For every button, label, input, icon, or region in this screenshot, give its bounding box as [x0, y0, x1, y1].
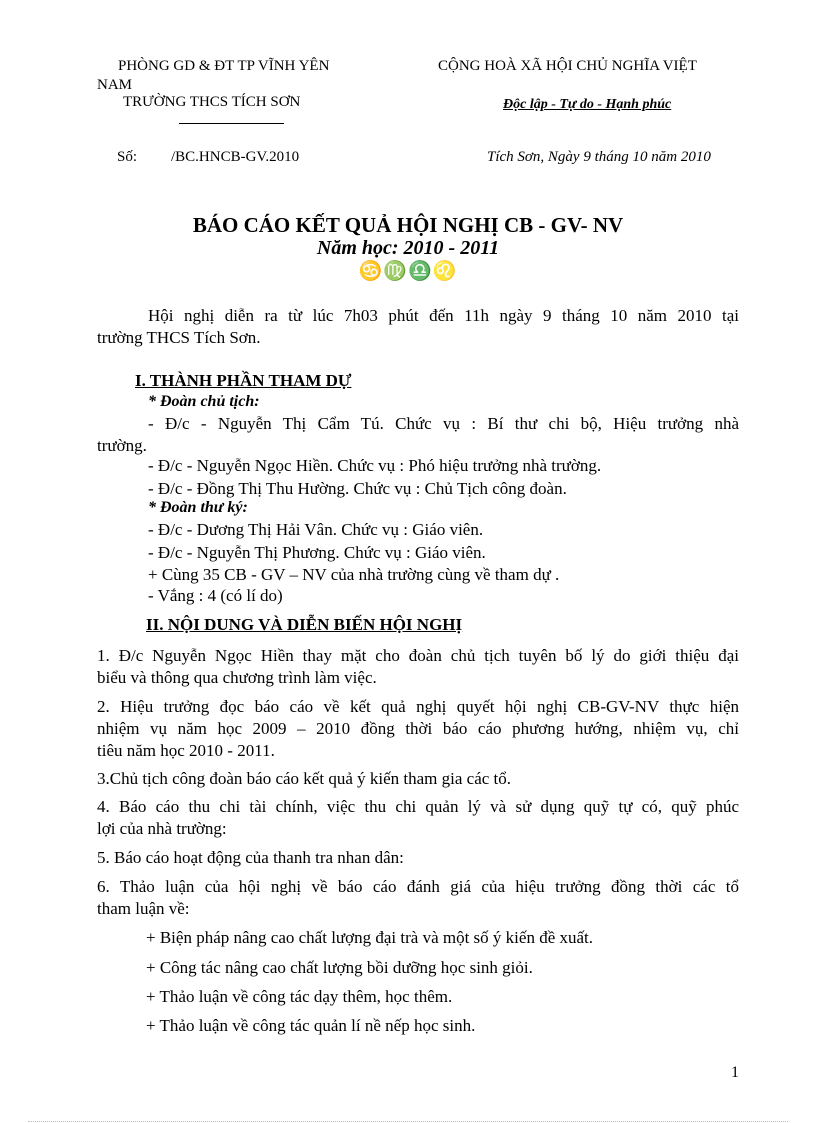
content-item: tiêu năm học 2010 - 2011. [97, 741, 275, 760]
discussion-bullet: + Biện pháp nâng cao chất lượng đại trà và một số ý kiến đề xuất. [146, 928, 594, 947]
page-number: 1 [731, 1064, 739, 1081]
content-item: 5. Báo cáo hoạt động của thanh tra nhan dân: [97, 848, 404, 867]
secretary-member: - Đ/c - Dương Thị Hải Vân. Chức vụ : Giáo viên. [148, 520, 484, 539]
presidium-member: - Đ/c - Đồng Thị Thu Hường. Chức vụ : Chủ Tịch công đoàn. [148, 479, 567, 498]
absence-note: - Vắng : 4 (có lí do) [148, 586, 283, 605]
secretary-label: * Đoàn thư ký: [148, 499, 248, 516]
presidium-member: - Đ/c - Nguyễn Ngọc Hiền. Chức vụ : Phó hiệu trưởng nhà trường. [148, 456, 602, 475]
content-item: 6. Thảo luận của hội nghị về báo cáo đánh giá của hiệu trưởng đồng thời các tổ [97, 877, 739, 896]
content-item: 2. Hiệu trưởng đọc báo cáo về kết quả nghị quyết hội nghị CB-GV-NV thực hiện [97, 697, 739, 716]
title-ornament: ♋♍♎♌ [358, 261, 458, 282]
content-item: tham luận về: [97, 899, 190, 918]
presidium-member-wrap: trường. [97, 436, 147, 455]
header-school: TRƯỜNG THCS TÍCH SƠN [123, 94, 301, 110]
content-item: 3.Chủ tịch công đoàn báo cáo kết quả ý kiến tham gia các tổ. [97, 769, 512, 788]
header-motto: Độc lập - Tự do - Hạnh phúc [503, 97, 672, 112]
attendance-note: + Cùng 35 CB - GV – NV của nhà trường cùng về tham dự . [148, 565, 560, 584]
intro-line-2: trường THCS Tích Sơn. [97, 328, 261, 347]
header-department: PHÒNG GD & ĐT TP VĨNH YÊN [118, 58, 330, 74]
header-country: CỘNG HOÀ XÃ HỘI CHỦ NGHĨA VIỆT [438, 58, 697, 74]
secretary-member: - Đ/c - Nguyễn Thị Phương. Chức vụ : Giáo viên. [148, 543, 486, 562]
presidium-member: - Đ/c - Nguyễn Thị Cẩm Tú. Chức vụ : Bí thư chi bộ, Hiệu trưởng nhà [148, 414, 739, 433]
section-2-heading: II. NỘI DUNG VÀ DIỄN BIẾN HỘI NGHỊ [146, 615, 463, 634]
reference-code: /BC.HNCB-GV.2010 [171, 149, 300, 165]
header-country-wrap: NAM [97, 77, 133, 93]
report-title: BÁO CÁO KẾT QUẢ HỘI NGHỊ CB - GV- NV [192, 213, 624, 237]
content-item: biểu và thông qua chương trình làm việc. [97, 668, 377, 687]
content-item: 4. Báo cáo thu chi tài chính, việc thu chi quản lý và sử dụng quỹ tự có, quỹ phúc [97, 797, 739, 816]
place-date: Tích Sơn, Ngày 9 tháng 10 năm 2010 [487, 149, 711, 165]
discussion-bullet: + Công tác nâng cao chất lượng bồi dưỡng học sinh giỏi. [146, 958, 533, 977]
page-bottom-border [28, 1121, 788, 1122]
presidium-label: * Đoàn chủ tịch: [148, 393, 260, 410]
content-item: nhiệm vụ năm học 2009 – 2010 đồng thời báo cáo phương hướng, nhiệm vụ, chỉ [97, 719, 739, 738]
content-item: 1. Đ/c Nguyễn Ngọc Hiền thay mặt cho đoàn chủ tịch tuyên bố lý do giới thiệu đại [97, 646, 739, 665]
section-1-heading: I. THÀNH PHẦN THAM DỰ [135, 371, 352, 390]
discussion-bullet: + Thảo luận về công tác quản lí nề nếp học sinh. [146, 1016, 476, 1035]
intro-line-1: Hội nghị diễn ra từ lúc 7h03 phút đến 11h ngày 9 tháng 10 năm 2010 tại [148, 306, 739, 325]
school-year: Năm học: 2010 - 2011 [316, 237, 500, 259]
discussion-bullet: + Thảo luận về công tác dạy thêm, học thêm. [146, 987, 453, 1006]
content-item: lợi của nhà trường: [97, 819, 227, 838]
header-divider [179, 123, 284, 124]
reference-label: Số: [117, 149, 138, 165]
